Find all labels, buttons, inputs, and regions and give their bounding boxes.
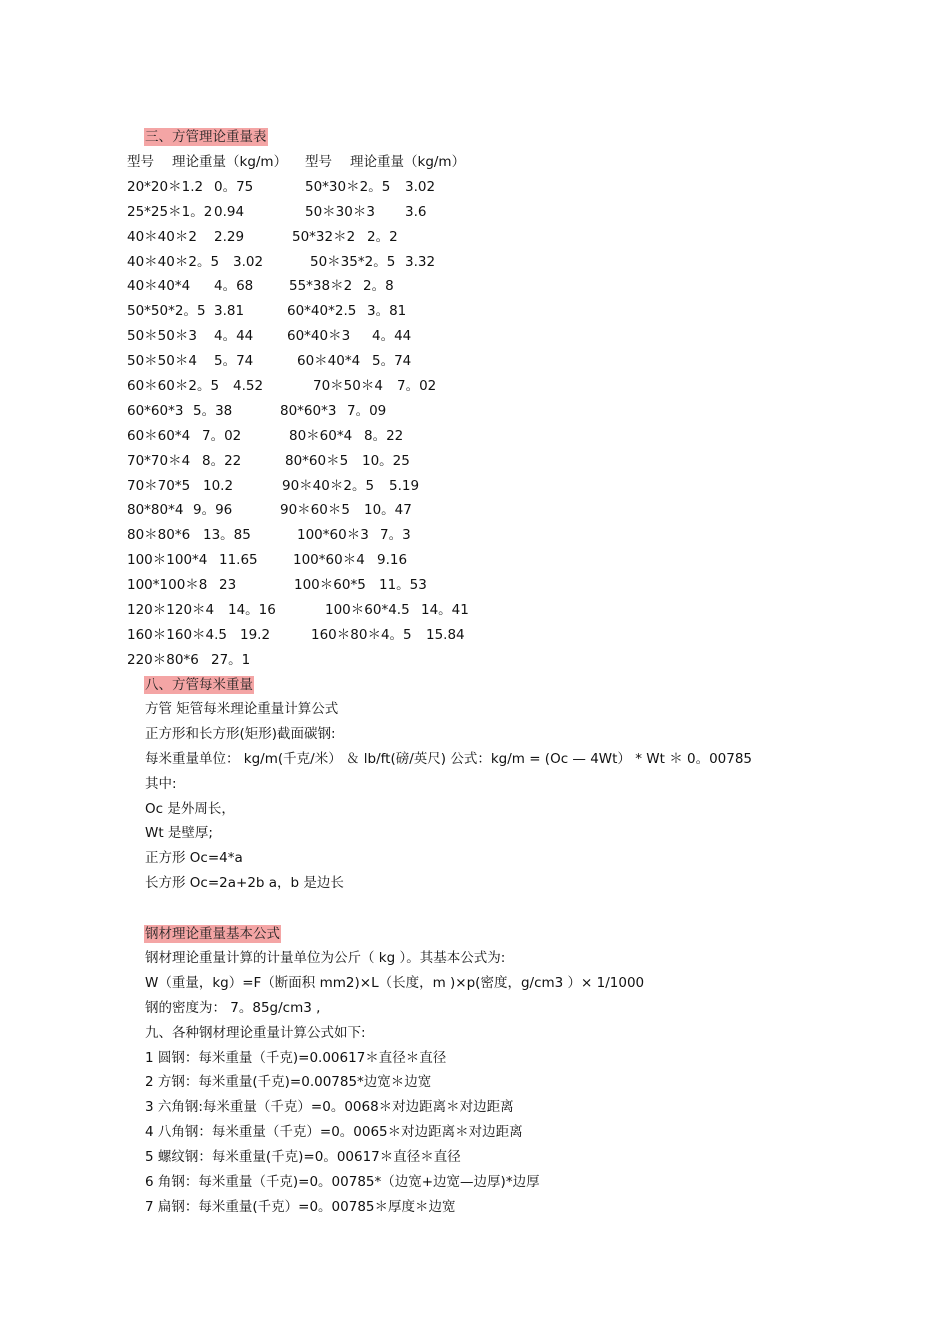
table-cell: 100*60＊3: [297, 527, 369, 544]
table-row: [127, 548, 687, 573]
table-cell: 40＊40＊2: [127, 228, 197, 245]
table-cell: 80＊60*4: [289, 427, 353, 444]
table-cell: 4。44: [372, 328, 412, 345]
text-line: 正方形 Oc=4*a: [145, 850, 243, 867]
table-cell: 19.2: [240, 626, 271, 643]
table-cell: 40＊40＊2。5: [127, 253, 220, 270]
text-line: 每米重量单位： kg/m(千克/米） ＆ lb/ft(磅/英尺) 公式：kg/m = (Oc — 4Wt） * Wt ＊ 0。00785: [145, 750, 753, 767]
table-row: [127, 573, 687, 598]
table-cell: 14。16: [228, 602, 276, 619]
text-line: 钢材理论重量计算的计量单位为公斤（ kg ）。其基本公式为:: [145, 950, 506, 966]
table-cell: 23: [219, 577, 237, 594]
text-line: 钢的密度为： 7。85g/cm3 ,: [145, 999, 321, 1016]
table-cell: 4.52: [233, 378, 264, 395]
table-row: [127, 623, 687, 648]
table-cell: 55*38＊2: [289, 278, 353, 295]
text-line: 正方形和长方形(矩形)截面碳钢:: [145, 725, 336, 742]
table-row: [127, 498, 687, 523]
table-cell: 5。38: [193, 402, 233, 419]
table-cell: 7。09: [347, 402, 387, 419]
table-cell: 4。68: [214, 278, 254, 295]
heading-steel-basic-formula: 钢材理论重量基本公式: [145, 926, 280, 942]
table-cell: 50＊30＊3: [305, 203, 375, 220]
table-cell: 70*70＊4: [127, 452, 191, 469]
table-cell: 100*100＊8: [127, 577, 208, 594]
header-model-1: 型号: [127, 154, 154, 170]
table-cell: 60＊40*4: [297, 353, 361, 370]
table-cell: 50*30＊2。5: [305, 178, 391, 195]
table-row: [127, 474, 687, 499]
table-cell: 60＊60*4: [127, 427, 191, 444]
text-line: 1 圆钢：每米重量（千克)=0.00617＊直径＊直径: [145, 1049, 447, 1066]
table-row: [127, 648, 687, 673]
table-cell: 160＊160＊4.5: [127, 626, 228, 643]
table-cell: 9.16: [377, 552, 408, 569]
text-line: 方管 矩管每米理论重量计算公式: [145, 701, 339, 717]
table-cell: 11.65: [219, 552, 258, 569]
table-row: [127, 274, 687, 299]
table-cell: 220＊80*6: [127, 651, 199, 668]
table-cell: 100＊60*4.5: [325, 602, 410, 619]
table-cell: 9。96: [193, 502, 233, 519]
table-cell: 40＊40*4: [127, 278, 191, 295]
table-cell: 8。22: [202, 452, 242, 469]
table-row: [127, 424, 687, 449]
text-line: 九、各种钢材理论重量计算公式如下:: [145, 1024, 366, 1041]
table-cell: 3.6: [405, 203, 427, 220]
text-line: 其中:: [145, 775, 177, 792]
square-tube-weight-table: [127, 150, 687, 673]
table-cell: 25*25＊1。2: [127, 203, 213, 220]
table-cell: 11。53: [379, 577, 427, 594]
table-cell: 2。8: [363, 278, 394, 295]
table-cell: 80＊80*6: [127, 527, 191, 544]
table-cell: 50＊35*2。5: [310, 253, 396, 270]
table-row: [127, 225, 687, 250]
table-row: [127, 175, 687, 200]
table-row: [127, 523, 687, 548]
table-cell: 3.81: [214, 303, 245, 320]
header-weight-1: 理论重量（kg/m）: [172, 154, 288, 170]
table-cell: 3。81: [367, 303, 407, 320]
table-cell: 7。3: [380, 527, 411, 544]
table-row: [127, 598, 687, 623]
table-cell: 7。02: [397, 378, 437, 395]
text-line: W（重量，kg）=F（断面积 mm2)×L（长度，m )×p(密度，g/cm3 ）× 1/1000: [145, 974, 645, 991]
text-line: 长方形 Oc=2a+2b a，b 是边长: [145, 875, 344, 892]
table-cell: 10。47: [364, 502, 412, 519]
heading-square-tube-per-meter: 八、方管每米重量: [145, 677, 253, 693]
table-cell: 4。44: [214, 328, 254, 345]
table-cell: 100＊60*5: [294, 577, 366, 594]
table-cell: 0.94: [214, 203, 245, 220]
table-row: [127, 200, 687, 225]
text-line: 2 方钢：每米重量(千克)=0.00785*边宽＊边宽: [145, 1074, 432, 1091]
table-cell: 60＊60＊2。5: [127, 378, 220, 395]
table-cell: 2。2: [367, 228, 398, 245]
table-cell: 60*40*2.5: [287, 303, 357, 320]
table-cell: 120＊120＊4: [127, 602, 215, 619]
table-row: [127, 349, 687, 374]
heading-square-tube-weight-table: 三、方管理论重量表: [145, 129, 267, 145]
table-cell: 50*32＊2: [292, 228, 356, 245]
table-cell: 80*60*3: [280, 402, 337, 419]
table-cell: 70＊70*5: [127, 477, 191, 494]
text-line: 5 螺纹钢：每米重量(千克)=0。00617＊直径＊直径: [145, 1149, 461, 1166]
table-cell: 13。85: [203, 527, 251, 544]
table-cell: 100*60＊4: [293, 552, 365, 569]
table-cell: 60*60*3: [127, 402, 184, 419]
table-cell: 90＊40＊2。5: [282, 477, 375, 494]
table-cell: 70＊50＊4: [313, 378, 383, 395]
table-row: [127, 374, 687, 399]
table-cell: 3.02: [405, 178, 436, 195]
table-cell: 2.29: [214, 228, 245, 245]
table-row: [127, 449, 687, 474]
table-row: [127, 399, 687, 424]
table-cell: 3.32: [405, 253, 436, 270]
text-line: 7 扁钢：每米重量(千克）=0。00785＊厚度＊边宽: [145, 1198, 456, 1215]
table-cell: 60*40＊3: [287, 328, 351, 345]
table-row: [127, 324, 687, 349]
table-cell: 27。1: [211, 651, 251, 668]
text-line: Oc 是外周长，: [145, 800, 235, 817]
table-cell: 7。02: [202, 427, 242, 444]
text-line: 6 角钢：每米重量（千克)=0。00785*（边宽+边宽—边厚)*边厚: [145, 1174, 540, 1191]
table-header-row: [127, 150, 687, 175]
table-cell: 50＊50＊3: [127, 328, 197, 345]
header-model-2: 型号: [305, 154, 332, 170]
per-meter-formula-text: [145, 697, 752, 896]
table-cell: 5。74: [372, 353, 412, 370]
steel-formula-text: [145, 946, 644, 1220]
table-cell: 8。22: [364, 427, 404, 444]
table-cell: 15.84: [426, 626, 465, 643]
table-cell: 50＊50＊4: [127, 353, 197, 370]
table-cell: 50*50*2。5: [127, 303, 206, 320]
table-cell: 160＊80＊4。5: [311, 626, 412, 643]
text-line: 3 六角钢:每米重量（千克）=0。0068＊对边距离＊对边距离: [145, 1099, 514, 1116]
table-cell: 3.02: [233, 253, 264, 270]
table-cell: 20*20＊1.2: [127, 178, 204, 195]
table-cell: 80*60＊5: [285, 452, 349, 469]
table-row: [127, 299, 687, 324]
header-weight-2: 理论重量（kg/m）: [350, 154, 466, 170]
text-line: Wt 是壁厚;: [145, 825, 213, 842]
table-cell: 5.19: [389, 477, 420, 494]
text-line: 4 八角钢：每米重量（千克）=0。0065＊对边距离＊对边距离: [145, 1124, 523, 1141]
table-cell: 90＊60＊5: [280, 502, 350, 519]
table-cell: 14。41: [421, 602, 469, 619]
table-cell: 10.2: [203, 477, 234, 494]
table-cell: 5。74: [214, 353, 254, 370]
table-cell: 100＊100*4: [127, 552, 208, 569]
table-cell: 80*80*4: [127, 502, 184, 519]
table-cell: 0。75: [214, 178, 254, 195]
table-cell: 10。25: [362, 452, 410, 469]
table-row: [127, 250, 687, 275]
